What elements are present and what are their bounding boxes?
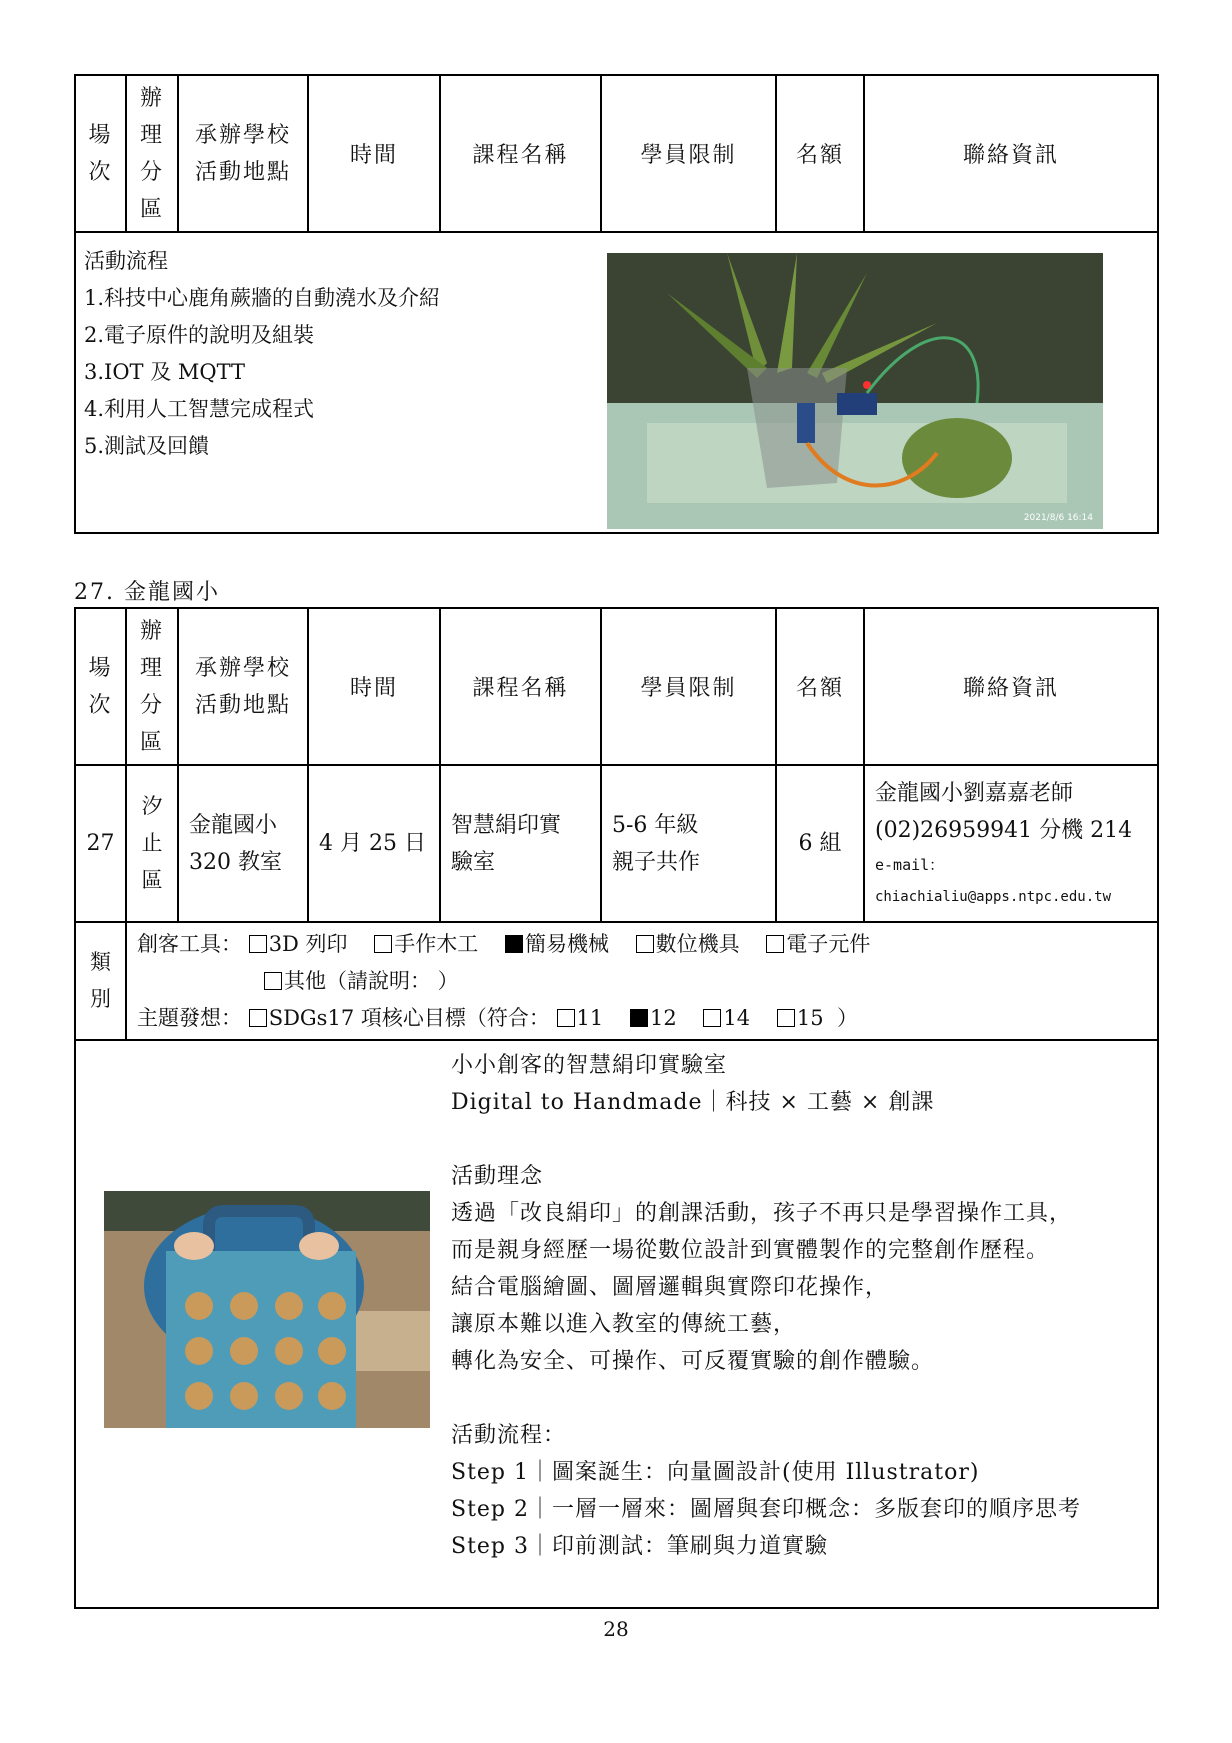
category-row [75,922,1158,1040]
flow-title: 活動流程： [451,1423,567,1448]
contact-cell [864,765,1158,922]
checkbox-icon [636,935,654,953]
checkbox-icon [249,1009,267,1027]
contact-phone: (02)26959941 分機 214 [875,817,1133,843]
contact-name: 金龍國小劉嘉嘉老師 [875,780,1074,806]
other-line [137,963,1157,1000]
header-session: 場 次 [75,75,126,232]
maker-option: 手作木工 [374,932,478,956]
tote-bag-illustration [104,1191,430,1428]
concept-line: 轉化為安全、可操作、可反覆實驗的創作體驗。 [451,1349,935,1374]
header-limit: 學員限制 [601,608,776,765]
checkbox-icon [557,1009,575,1027]
sdg-option: 15 [777,1006,824,1030]
maker-option: 簡易機械 [505,932,609,956]
table-row [75,765,1158,922]
tote-bag-photo [104,1191,430,1428]
header-contact: 聯絡資訊 [864,608,1158,765]
theme-label: 主題發想： [137,1005,242,1030]
header-limit: 學員限制 [601,75,776,232]
flow-title: 活動流程 [84,249,168,273]
checked-box-icon [630,1009,648,1027]
flow-item: 4.利用人工智慧完成程式 [84,397,315,421]
header-time: 時間 [308,608,440,765]
photo-timestamp: 2021/8/6 16:14 [1023,513,1093,523]
checkbox-icon [249,935,267,953]
concept-title: 活動理念 [451,1164,544,1189]
checkbox-icon [766,935,784,953]
maker-option: 電子元件 [766,932,870,956]
checkbox-icon [264,972,282,990]
header-contact: 聯絡資訊 [864,75,1158,232]
checkbox-icon [777,1009,795,1027]
header-school: 承辦學校 活動地點 [178,75,308,232]
table-header-row [75,608,1158,765]
header-time: 時間 [308,75,440,232]
description-text [451,1047,1141,1565]
category-label: 類 別 [75,922,126,1040]
maker-tools-line [137,926,1157,963]
flow-item: 1.科技中心鹿角蕨牆的自動澆水及介紹 [84,286,441,310]
header-school: 承辦學校 活動地點 [178,608,308,765]
plant-photo-illustration [607,253,1103,529]
sdg-option: 14 [703,1006,750,1030]
header-course: 課程名稱 [440,608,601,765]
category-content [126,922,1158,1040]
table-header-row [75,75,1158,232]
header-district: 辦 理 分 區 [126,75,178,232]
quota-cell: 6 組 [776,765,864,922]
header-district: 辦 理 分 區 [126,608,178,765]
concept-line: 讓原本難以進入教室的傳統工藝， [451,1312,797,1337]
sdg-option: 11 [557,1006,604,1030]
limit-cell: 5-6 年級 親子共作 [601,765,776,922]
description-subtitle: Digital to Handmade｜科技 × 工藝 × 創課 [451,1090,935,1115]
sdg-text: SDGs17 項核心目標（符合： [268,1005,550,1030]
contact-email[interactable]: chiachialiu@apps.ntpc.edu.tw [875,888,1112,905]
header-quota: 名額 [776,75,864,232]
header-quota: 名額 [776,608,864,765]
header-course: 課程名稱 [440,75,601,232]
description-title: 小小創客的智慧絹印實驗室 [451,1053,728,1078]
contact-email-label: e-mail： [875,855,945,874]
concept-line: 結合電腦繪圖、圖層邏輯與實際印花操作， [451,1275,889,1300]
session-number: 27 [75,765,126,922]
concept-line: 而是親身經歷一場從數位設計到實體製作的完整創作歷程。 [451,1238,1050,1263]
table-jinlong [74,607,1159,1609]
plant-irrigation-photo [607,253,1103,529]
flow-step: Step 1｜圖案誕生：向量圖設計(使用 Illustrator) [451,1460,980,1485]
flow-item: 2.電子原件的說明及組裝 [84,323,315,347]
time-cell: 4 月 25 日 [308,765,440,922]
checked-box-icon [505,935,523,953]
maker-option: 數位機具 [636,932,740,956]
course-cell: 智慧絹印實 驗室 [440,765,601,922]
flow-step: Step 2｜一層一層來：圖層與套印概念：多版套印的順序思考 [451,1497,1082,1522]
flow-step: Step 3｜印前測試：筆刷與力道實驗 [451,1534,829,1559]
header-session: 場 次 [75,608,126,765]
checkbox-icon [374,935,392,953]
maker-label: 創客工具： [137,931,242,956]
sdg-close: ） [836,1005,858,1030]
concept-line: 透過「改良絹印」的創課活動，孩子不再只是學習操作工具， [451,1201,1073,1226]
school-cell: 金龍國小 320 教室 [178,765,308,922]
sdg-option: 12 [630,1006,677,1030]
theme-line [137,1000,1157,1037]
flow-item: 5.測試及回饋 [84,434,210,458]
page-number: 28 [603,1617,629,1641]
flow-item: 3.IOT 及 MQTT [84,360,246,384]
maker-option: 3D 列印 [249,932,348,956]
section-title: 27. 金龍國小 [74,580,220,605]
other-option: 其他（請說明： ） [284,968,459,993]
checkbox-icon [703,1009,721,1027]
district-cell: 汐 止 區 [126,765,178,922]
